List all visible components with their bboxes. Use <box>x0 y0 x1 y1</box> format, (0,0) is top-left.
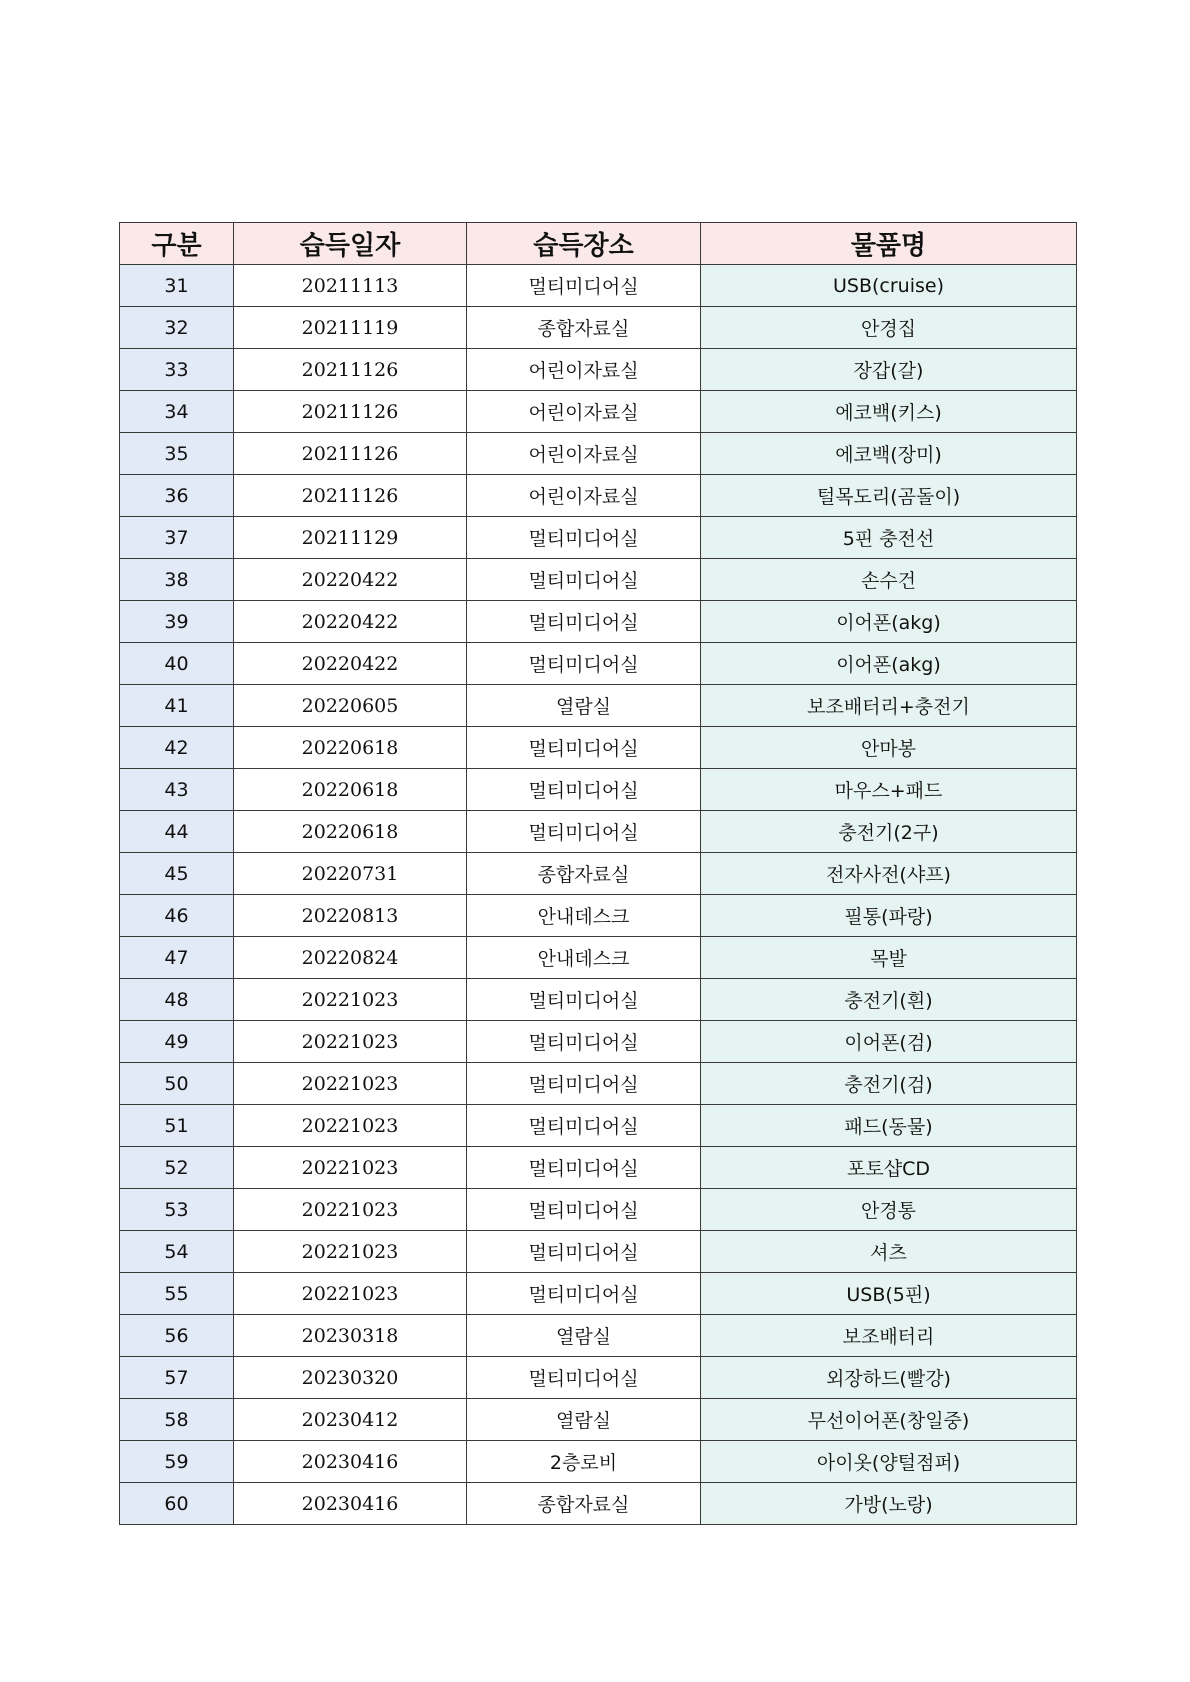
cell-found-date: 20230416 <box>234 1483 467 1525</box>
cell-found-date: 20221023 <box>234 1231 467 1273</box>
cell-found-date: 20220618 <box>234 769 467 811</box>
cell-found-date: 20220618 <box>234 727 467 769</box>
cell-item-name: 충전기(검) <box>701 1063 1077 1105</box>
cell-found-place: 종합자료실 <box>467 307 701 349</box>
table-row <box>120 349 1077 391</box>
cell-item-name: 가방(노랑) <box>701 1483 1077 1525</box>
cell-number: 44 <box>120 811 234 853</box>
table-row <box>120 853 1077 895</box>
table-row <box>120 1483 1077 1525</box>
table-row <box>120 1147 1077 1189</box>
cell-item-name: 안마봉 <box>701 727 1077 769</box>
cell-found-place: 2층로비 <box>467 1441 701 1483</box>
cell-found-place: 멀티미디어실 <box>467 559 701 601</box>
cell-number: 55 <box>120 1273 234 1315</box>
cell-found-place: 열람실 <box>467 1315 701 1357</box>
cell-found-date: 20230416 <box>234 1441 467 1483</box>
cell-found-date: 20221023 <box>234 1021 467 1063</box>
cell-number: 33 <box>120 349 234 391</box>
cell-found-date: 20211119 <box>234 307 467 349</box>
cell-number: 43 <box>120 769 234 811</box>
cell-found-place: 멀티미디어실 <box>467 1273 701 1315</box>
cell-found-date: 20211129 <box>234 517 467 559</box>
cell-number: 34 <box>120 391 234 433</box>
cell-number: 59 <box>120 1441 234 1483</box>
cell-item-name: 목발 <box>701 937 1077 979</box>
cell-number: 47 <box>120 937 234 979</box>
cell-number: 51 <box>120 1105 234 1147</box>
cell-number: 40 <box>120 643 234 685</box>
table-row <box>120 307 1077 349</box>
cell-found-place: 멀티미디어실 <box>467 1189 701 1231</box>
cell-found-place: 열람실 <box>467 685 701 727</box>
cell-item-name: USB(cruise) <box>701 265 1077 307</box>
cell-number: 54 <box>120 1231 234 1273</box>
cell-found-place: 종합자료실 <box>467 853 701 895</box>
cell-found-place: 어린이자료실 <box>467 349 701 391</box>
table-row <box>120 1189 1077 1231</box>
cell-number: 60 <box>120 1483 234 1525</box>
cell-number: 32 <box>120 307 234 349</box>
cell-item-name: 포토샵CD <box>701 1147 1077 1189</box>
table-row <box>120 475 1077 517</box>
cell-found-date: 20211126 <box>234 391 467 433</box>
cell-found-place: 멀티미디어실 <box>467 1105 701 1147</box>
cell-found-place: 멀티미디어실 <box>467 727 701 769</box>
cell-item-name: 필통(파랑) <box>701 895 1077 937</box>
table-row <box>120 433 1077 475</box>
cell-item-name: 마우스+패드 <box>701 769 1077 811</box>
cell-number: 39 <box>120 601 234 643</box>
cell-item-name: 손수건 <box>701 559 1077 601</box>
table-row <box>120 937 1077 979</box>
cell-number: 48 <box>120 979 234 1021</box>
table-row <box>120 265 1077 307</box>
cell-item-name: 털목도리(곰돌이) <box>701 475 1077 517</box>
cell-found-place: 어린이자료실 <box>467 475 701 517</box>
table-row <box>120 1399 1077 1441</box>
cell-found-place: 멀티미디어실 <box>467 1357 701 1399</box>
cell-found-date: 20221023 <box>234 1189 467 1231</box>
cell-found-date: 20221023 <box>234 1063 467 1105</box>
cell-found-date: 20220605 <box>234 685 467 727</box>
table-row <box>120 1357 1077 1399</box>
cell-item-name: 보조배터리+충전기 <box>701 685 1077 727</box>
cell-item-name: 보조배터리 <box>701 1315 1077 1357</box>
cell-found-place: 멀티미디어실 <box>467 1231 701 1273</box>
cell-found-place: 안내데스크 <box>467 895 701 937</box>
cell-found-place: 열람실 <box>467 1399 701 1441</box>
lost-items-table <box>119 222 1077 1525</box>
cell-item-name: 충전기(2구) <box>701 811 1077 853</box>
cell-found-place: 멀티미디어실 <box>467 1021 701 1063</box>
cell-found-date: 20220813 <box>234 895 467 937</box>
cell-found-date: 20230412 <box>234 1399 467 1441</box>
cell-found-date: 20220731 <box>234 853 467 895</box>
cell-item-name: 에코백(장미) <box>701 433 1077 475</box>
cell-found-date: 20220422 <box>234 601 467 643</box>
cell-number: 42 <box>120 727 234 769</box>
header-found-date: 습득일자 <box>234 223 467 265</box>
cell-found-place: 멀티미디어실 <box>467 643 701 685</box>
cell-found-date: 20211126 <box>234 433 467 475</box>
cell-found-place: 멀티미디어실 <box>467 601 701 643</box>
cell-found-date: 20221023 <box>234 979 467 1021</box>
cell-found-date: 20221023 <box>234 1147 467 1189</box>
cell-item-name: 패드(동물) <box>701 1105 1077 1147</box>
cell-number: 50 <box>120 1063 234 1105</box>
table-row <box>120 811 1077 853</box>
cell-found-date: 20230320 <box>234 1357 467 1399</box>
cell-item-name: 이어폰(akg) <box>701 643 1077 685</box>
cell-number: 56 <box>120 1315 234 1357</box>
table-row <box>120 559 1077 601</box>
cell-number: 53 <box>120 1189 234 1231</box>
cell-number: 49 <box>120 1021 234 1063</box>
cell-item-name: 외장하드(빨강) <box>701 1357 1077 1399</box>
cell-item-name: 충전기(흰) <box>701 979 1077 1021</box>
cell-found-place: 멀티미디어실 <box>467 979 701 1021</box>
table-row <box>120 517 1077 559</box>
cell-found-place: 멀티미디어실 <box>467 1147 701 1189</box>
table-row <box>120 1273 1077 1315</box>
cell-found-date: 20211126 <box>234 349 467 391</box>
cell-found-date: 20211113 <box>234 265 467 307</box>
cell-found-date: 20221023 <box>234 1105 467 1147</box>
table-row <box>120 895 1077 937</box>
cell-found-date: 20220618 <box>234 811 467 853</box>
cell-number: 36 <box>120 475 234 517</box>
table-row <box>120 1021 1077 1063</box>
table-body <box>120 265 1077 1525</box>
table-row <box>120 727 1077 769</box>
cell-found-date: 20230318 <box>234 1315 467 1357</box>
cell-found-place: 멀티미디어실 <box>467 769 701 811</box>
cell-number: 45 <box>120 853 234 895</box>
cell-found-date: 20221023 <box>234 1273 467 1315</box>
cell-number: 31 <box>120 265 234 307</box>
lost-items-table-container <box>119 222 1076 1525</box>
cell-item-name: 안경통 <box>701 1189 1077 1231</box>
cell-item-name: 안경집 <box>701 307 1077 349</box>
cell-item-name: 이어폰(검) <box>701 1021 1077 1063</box>
cell-number: 35 <box>120 433 234 475</box>
table-row <box>120 1231 1077 1273</box>
cell-found-place: 안내데스크 <box>467 937 701 979</box>
table-row <box>120 1105 1077 1147</box>
cell-found-place: 멀티미디어실 <box>467 517 701 559</box>
table-row <box>120 391 1077 433</box>
table-row <box>120 1315 1077 1357</box>
cell-found-date: 20220824 <box>234 937 467 979</box>
cell-found-place: 어린이자료실 <box>467 433 701 475</box>
cell-item-name: 5핀 충전선 <box>701 517 1077 559</box>
table-row <box>120 601 1077 643</box>
cell-number: 41 <box>120 685 234 727</box>
cell-item-name: 이어폰(akg) <box>701 601 1077 643</box>
cell-found-place: 종합자료실 <box>467 1483 701 1525</box>
cell-found-place: 멀티미디어실 <box>467 1063 701 1105</box>
cell-item-name: 장갑(갈) <box>701 349 1077 391</box>
cell-item-name: 무선이어폰(창일중) <box>701 1399 1077 1441</box>
cell-number: 37 <box>120 517 234 559</box>
cell-found-date: 20211126 <box>234 475 467 517</box>
cell-number: 58 <box>120 1399 234 1441</box>
table-row <box>120 979 1077 1021</box>
header-number: 구분 <box>120 223 234 265</box>
header-found-place: 습득장소 <box>467 223 701 265</box>
cell-item-name: 셔츠 <box>701 1231 1077 1273</box>
table-row <box>120 643 1077 685</box>
cell-item-name: 전자사전(샤프) <box>701 853 1077 895</box>
cell-item-name: 에코백(키스) <box>701 391 1077 433</box>
table-row <box>120 769 1077 811</box>
cell-found-place: 어린이자료실 <box>467 391 701 433</box>
table-header-row <box>120 223 1077 265</box>
cell-number: 46 <box>120 895 234 937</box>
table-row <box>120 685 1077 727</box>
cell-number: 52 <box>120 1147 234 1189</box>
cell-found-date: 20220422 <box>234 559 467 601</box>
cell-item-name: USB(5핀) <box>701 1273 1077 1315</box>
table-row <box>120 1063 1077 1105</box>
table-row <box>120 1441 1077 1483</box>
cell-number: 57 <box>120 1357 234 1399</box>
cell-number: 38 <box>120 559 234 601</box>
cell-found-date: 20220422 <box>234 643 467 685</box>
cell-found-place: 멀티미디어실 <box>467 811 701 853</box>
header-item-name: 물품명 <box>701 223 1077 265</box>
cell-found-place: 멀티미디어실 <box>467 265 701 307</box>
cell-item-name: 아이옷(양털점퍼) <box>701 1441 1077 1483</box>
